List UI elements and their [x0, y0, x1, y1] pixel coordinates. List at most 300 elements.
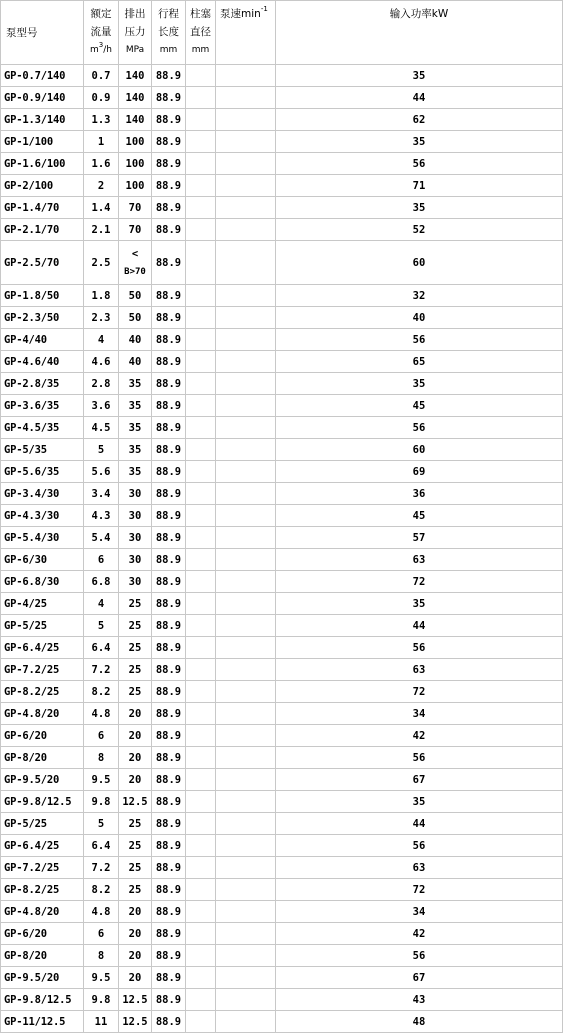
cell-flow: 7.2 — [84, 659, 119, 681]
cell-model: GP-1.6/100 — [1, 153, 84, 175]
cell-power: 56 — [276, 835, 563, 857]
table-row — [1, 197, 563, 219]
cell-power: 65 — [276, 351, 563, 373]
table-row — [1, 241, 563, 285]
header-speed — [216, 1, 276, 65]
table-row — [1, 989, 563, 1011]
cell-speed — [216, 131, 276, 153]
cell-model: GP-5.6/35 — [1, 461, 84, 483]
cell-power: 72 — [276, 879, 563, 901]
cell-flow: 1.6 — [84, 153, 119, 175]
cell-flow: 2.5 — [84, 241, 119, 285]
cell-flow: 1.4 — [84, 197, 119, 219]
cell-flow: 5 — [84, 439, 119, 461]
cell-pressure: 50 — [119, 285, 152, 307]
cell-plunger — [186, 395, 216, 417]
cell-model: GP-4.8/20 — [1, 901, 84, 923]
cell-pressure: 100 — [119, 153, 152, 175]
cell-plunger — [186, 219, 216, 241]
cell-speed — [216, 769, 276, 791]
cell-stroke: 88.9 — [152, 285, 186, 307]
cell-power: 57 — [276, 527, 563, 549]
cell-speed — [216, 505, 276, 527]
cell-power: 56 — [276, 417, 563, 439]
table-row — [1, 835, 563, 857]
header-speed-label: 泵速min — [220, 8, 261, 20]
header-pressure-unit: MPa — [125, 45, 145, 55]
cell-pressure: 20 — [119, 747, 152, 769]
cell-power: 44 — [276, 813, 563, 835]
cell-pressure: 30 — [119, 483, 152, 505]
cell-plunger — [186, 879, 216, 901]
cell-plunger — [186, 505, 216, 527]
cell-model: GP-8/20 — [1, 945, 84, 967]
table-row — [1, 659, 563, 681]
cell-model: GP-9.5/20 — [1, 967, 84, 989]
table-row — [1, 307, 563, 329]
table-row — [1, 483, 563, 505]
cell-plunger — [186, 483, 216, 505]
cell-power: 44 — [276, 615, 563, 637]
header-model-label: 泵型号 — [6, 26, 38, 39]
cell-plunger — [186, 703, 216, 725]
cell-power: 35 — [276, 197, 563, 219]
cell-power: 63 — [276, 549, 563, 571]
table-row — [1, 769, 563, 791]
cell-flow: 7.2 — [84, 857, 119, 879]
table-row — [1, 417, 563, 439]
cell-plunger — [186, 725, 216, 747]
cell-pressure: 20 — [119, 769, 152, 791]
cell-stroke: 88.9 — [152, 923, 186, 945]
cell-power: 35 — [276, 65, 563, 87]
cell-stroke: 88.9 — [152, 197, 186, 219]
cell-model: GP-5/25 — [1, 615, 84, 637]
cell-speed — [216, 813, 276, 835]
cell-pressure: 140 — [119, 87, 152, 109]
cell-power: 34 — [276, 703, 563, 725]
cell-flow: 1.3 — [84, 109, 119, 131]
cell-speed — [216, 241, 276, 285]
cell-flow: 1.8 — [84, 285, 119, 307]
cell-flow: 8 — [84, 747, 119, 769]
cell-model: GP-3.4/30 — [1, 483, 84, 505]
cell-plunger — [186, 769, 216, 791]
cell-flow: 2.1 — [84, 219, 119, 241]
cell-pressure: 35 — [119, 417, 152, 439]
cell-pressure: 25 — [119, 615, 152, 637]
cell-plunger — [186, 461, 216, 483]
cell-flow: 3.6 — [84, 395, 119, 417]
table-row — [1, 571, 563, 593]
cell-model: GP-0.9/140 — [1, 87, 84, 109]
cell-model: GP-4.6/40 — [1, 351, 84, 373]
table-row — [1, 87, 563, 109]
cell-model: GP-6.4/25 — [1, 835, 84, 857]
cell-power: 32 — [276, 285, 563, 307]
cell-power: 56 — [276, 637, 563, 659]
cell-stroke: 88.9 — [152, 879, 186, 901]
cell-model: GP-6/20 — [1, 725, 84, 747]
cell-model: GP-5/35 — [1, 439, 84, 461]
cell-power: 56 — [276, 747, 563, 769]
cell-pressure: 30 — [119, 527, 152, 549]
table-row — [1, 901, 563, 923]
cell-speed — [216, 857, 276, 879]
table-row — [1, 131, 563, 153]
cell-stroke: 88.9 — [152, 615, 186, 637]
cell-flow: 6.4 — [84, 637, 119, 659]
header-flow-unit-sup: 3 — [98, 41, 104, 49]
table-row — [1, 615, 563, 637]
cell-speed — [216, 615, 276, 637]
header-plunger-line1: 柱塞 — [190, 8, 211, 20]
cell-power: 67 — [276, 967, 563, 989]
cell-pressure: 35 — [119, 439, 152, 461]
cell-speed — [216, 329, 276, 351]
cell-model: GP-0.7/140 — [1, 65, 84, 87]
cell-speed — [216, 395, 276, 417]
cell-stroke: 88.9 — [152, 87, 186, 109]
cell-power: 63 — [276, 659, 563, 681]
cell-power: 67 — [276, 769, 563, 791]
cell-flow: 0.9 — [84, 87, 119, 109]
cell-plunger — [186, 967, 216, 989]
cell-model: GP-4.5/35 — [1, 417, 84, 439]
table-row — [1, 395, 563, 417]
cell-model: GP-8.2/25 — [1, 681, 84, 703]
cell-pressure: 35 — [119, 395, 152, 417]
cell-model: GP-5.4/30 — [1, 527, 84, 549]
table-row — [1, 879, 563, 901]
cell-pressure: 70 — [119, 197, 152, 219]
cell-stroke: 88.9 — [152, 593, 186, 615]
table-row — [1, 527, 563, 549]
cell-pressure-bottom: B>70 — [124, 266, 146, 277]
cell-pressure: 25 — [119, 813, 152, 835]
cell-plunger — [186, 351, 216, 373]
cell-stroke: 88.9 — [152, 329, 186, 351]
header-stroke-line2: 长度 — [158, 26, 179, 38]
cell-flow: 4.8 — [84, 703, 119, 725]
cell-power: 36 — [276, 483, 563, 505]
cell-speed — [216, 945, 276, 967]
table-row — [1, 153, 563, 175]
cell-speed — [216, 175, 276, 197]
cell-plunger — [186, 747, 216, 769]
cell-flow: 4.5 — [84, 417, 119, 439]
cell-power: 60 — [276, 241, 563, 285]
cell-plunger — [186, 857, 216, 879]
header-model — [1, 1, 84, 65]
cell-pressure: 20 — [119, 945, 152, 967]
header-row — [1, 1, 563, 65]
cell-model: GP-1.8/50 — [1, 285, 84, 307]
cell-model: GP-2.8/35 — [1, 373, 84, 395]
table-row — [1, 549, 563, 571]
table-row — [1, 681, 563, 703]
cell-power: 72 — [276, 681, 563, 703]
cell-model: GP-3.6/35 — [1, 395, 84, 417]
cell-stroke: 88.9 — [152, 813, 186, 835]
cell-plunger — [186, 109, 216, 131]
cell-speed — [216, 637, 276, 659]
cell-pressure-top: < — [131, 247, 139, 260]
cell-stroke: 88.9 — [152, 153, 186, 175]
cell-power: 71 — [276, 175, 563, 197]
table-row — [1, 65, 563, 87]
cell-plunger — [186, 417, 216, 439]
header-flow-line1: 额定 — [90, 8, 112, 20]
cell-pressure: 25 — [119, 835, 152, 857]
cell-power: 52 — [276, 219, 563, 241]
cell-power: 48 — [276, 1011, 563, 1033]
cell-plunger — [186, 571, 216, 593]
cell-plunger — [186, 835, 216, 857]
cell-speed — [216, 549, 276, 571]
cell-plunger — [186, 791, 216, 813]
header-flow-unit — [84, 41, 118, 59]
cell-power: 35 — [276, 373, 563, 395]
cell-flow: 6 — [84, 725, 119, 747]
cell-power: 45 — [276, 395, 563, 417]
cell-model: GP-6/30 — [1, 549, 84, 571]
cell-speed — [216, 901, 276, 923]
header-stroke-unit: mm — [159, 45, 178, 55]
cell-power: 42 — [276, 725, 563, 747]
cell-speed — [216, 527, 276, 549]
header-plunger — [186, 1, 216, 65]
cell-speed — [216, 307, 276, 329]
cell-power: 56 — [276, 329, 563, 351]
cell-flow: 5 — [84, 813, 119, 835]
cell-speed — [216, 351, 276, 373]
cell-stroke: 88.9 — [152, 747, 186, 769]
table-row — [1, 593, 563, 615]
cell-speed — [216, 725, 276, 747]
cell-model: GP-7.2/25 — [1, 857, 84, 879]
table-row — [1, 791, 563, 813]
cell-flow: 4.3 — [84, 505, 119, 527]
cell-stroke: 88.9 — [152, 637, 186, 659]
cell-pressure: 40 — [119, 329, 152, 351]
cell-speed — [216, 461, 276, 483]
cell-speed — [216, 791, 276, 813]
header-pressure-line1: 排出 — [124, 8, 146, 20]
table-row — [1, 857, 563, 879]
header-flow — [84, 1, 119, 65]
cell-model: GP-9.8/12.5 — [1, 989, 84, 1011]
cell-power: 34 — [276, 901, 563, 923]
cell-flow: 2.3 — [84, 307, 119, 329]
cell-model: GP-11/12.5 — [1, 1011, 84, 1033]
cell-pressure: 100 — [119, 175, 152, 197]
cell-stroke: 88.9 — [152, 681, 186, 703]
cell-pressure: 25 — [119, 659, 152, 681]
cell-stroke: 88.9 — [152, 703, 186, 725]
cell-speed — [216, 747, 276, 769]
cell-flow: 8.2 — [84, 879, 119, 901]
cell-pressure: 140 — [119, 109, 152, 131]
cell-model: GP-4/40 — [1, 329, 84, 351]
cell-speed — [216, 197, 276, 219]
cell-pressure: 30 — [119, 505, 152, 527]
cell-speed — [216, 703, 276, 725]
cell-flow: 9.5 — [84, 769, 119, 791]
cell-pressure: 20 — [119, 923, 152, 945]
cell-flow: 5.4 — [84, 527, 119, 549]
cell-flow: 8.2 — [84, 681, 119, 703]
cell-model: GP-7.2/25 — [1, 659, 84, 681]
cell-speed — [216, 109, 276, 131]
cell-plunger — [186, 549, 216, 571]
cell-plunger — [186, 1011, 216, 1033]
cell-plunger — [186, 285, 216, 307]
cell-pressure: 25 — [119, 879, 152, 901]
table-row — [1, 373, 563, 395]
cell-stroke: 88.9 — [152, 65, 186, 87]
cell-flow: 0.7 — [84, 65, 119, 87]
cell-flow: 9.5 — [84, 967, 119, 989]
table-row — [1, 813, 563, 835]
cell-pressure: 12.5 — [119, 1011, 152, 1033]
cell-stroke: 88.9 — [152, 1011, 186, 1033]
cell-plunger — [186, 527, 216, 549]
cell-pressure: 25 — [119, 681, 152, 703]
table-row — [1, 945, 563, 967]
cell-stroke: 88.9 — [152, 439, 186, 461]
cell-power: 43 — [276, 989, 563, 1011]
cell-speed — [216, 87, 276, 109]
cell-model: GP-2.1/70 — [1, 219, 84, 241]
cell-plunger — [186, 945, 216, 967]
table-row — [1, 285, 563, 307]
cell-stroke: 88.9 — [152, 659, 186, 681]
cell-stroke: 88.9 — [152, 175, 186, 197]
table-row — [1, 351, 563, 373]
cell-stroke: 88.9 — [152, 109, 186, 131]
cell-model: GP-9.8/12.5 — [1, 791, 84, 813]
table-row — [1, 703, 563, 725]
cell-stroke: 88.9 — [152, 527, 186, 549]
cell-model: GP-1/100 — [1, 131, 84, 153]
cell-power: 62 — [276, 109, 563, 131]
cell-flow: 6.4 — [84, 835, 119, 857]
cell-power: 44 — [276, 87, 563, 109]
cell-pressure: 50 — [119, 307, 152, 329]
cell-pressure: 12.5 — [119, 989, 152, 1011]
cell-plunger — [186, 87, 216, 109]
cell-pressure: 140 — [119, 65, 152, 87]
cell-plunger — [186, 813, 216, 835]
cell-speed — [216, 923, 276, 945]
cell-plunger — [186, 681, 216, 703]
cell-flow: 1 — [84, 131, 119, 153]
cell-speed — [216, 219, 276, 241]
cell-flow: 6 — [84, 549, 119, 571]
cell-plunger — [186, 373, 216, 395]
cell-stroke: 88.9 — [152, 505, 186, 527]
cell-flow: 5 — [84, 615, 119, 637]
cell-model: GP-4.3/30 — [1, 505, 84, 527]
header-power — [276, 1, 563, 65]
cell-power: 69 — [276, 461, 563, 483]
cell-power: 35 — [276, 791, 563, 813]
cell-stroke: 88.9 — [152, 571, 186, 593]
cell-stroke: 88.9 — [152, 791, 186, 813]
cell-power: 63 — [276, 857, 563, 879]
cell-pressure: 25 — [119, 637, 152, 659]
cell-stroke: 88.9 — [152, 307, 186, 329]
table-row — [1, 725, 563, 747]
cell-plunger — [186, 241, 216, 285]
cell-pressure: 30 — [119, 549, 152, 571]
cell-plunger — [186, 439, 216, 461]
cell-plunger — [186, 131, 216, 153]
cell-speed — [216, 835, 276, 857]
cell-model: GP-8.2/25 — [1, 879, 84, 901]
header-flow-unit-base: m — [90, 45, 99, 55]
cell-stroke: 88.9 — [152, 857, 186, 879]
cell-flow: 9.8 — [84, 989, 119, 1011]
cell-stroke: 88.9 — [152, 835, 186, 857]
header-flow-line2: 流量 — [90, 26, 112, 38]
table-row — [1, 923, 563, 945]
table-body — [1, 65, 563, 1033]
cell-pressure: 20 — [119, 703, 152, 725]
cell-plunger — [186, 923, 216, 945]
cell-model: GP-6.4/25 — [1, 637, 84, 659]
cell-stroke: 88.9 — [152, 967, 186, 989]
header-power-label: 输入功率kW — [389, 8, 449, 20]
cell-model: GP-1.4/70 — [1, 197, 84, 219]
cell-speed — [216, 571, 276, 593]
cell-pressure: 35 — [119, 373, 152, 395]
header-flow-unit-tail: /h — [103, 45, 112, 55]
cell-stroke: 88.9 — [152, 989, 186, 1011]
cell-power: 40 — [276, 307, 563, 329]
cell-speed — [216, 153, 276, 175]
cell-pressure: 20 — [119, 725, 152, 747]
cell-power: 42 — [276, 923, 563, 945]
cell-plunger — [186, 175, 216, 197]
cell-plunger — [186, 65, 216, 87]
cell-speed — [216, 681, 276, 703]
cell-plunger — [186, 637, 216, 659]
cell-model: GP-6/20 — [1, 923, 84, 945]
table-row — [1, 747, 563, 769]
cell-stroke: 88.9 — [152, 373, 186, 395]
cell-model: GP-1.3/140 — [1, 109, 84, 131]
cell-stroke: 88.9 — [152, 725, 186, 747]
cell-pressure: 35 — [119, 461, 152, 483]
cell-power: 72 — [276, 571, 563, 593]
header-speed-sup: -1 — [260, 5, 268, 13]
cell-plunger — [186, 989, 216, 1011]
cell-flow: 4.8 — [84, 901, 119, 923]
cell-pressure: 25 — [119, 857, 152, 879]
cell-plunger — [186, 307, 216, 329]
cell-pressure: 20 — [119, 967, 152, 989]
table-row — [1, 175, 563, 197]
cell-stroke: 88.9 — [152, 395, 186, 417]
cell-speed — [216, 483, 276, 505]
cell-speed — [216, 967, 276, 989]
cell-stroke: 88.9 — [152, 549, 186, 571]
cell-pressure: 30 — [119, 571, 152, 593]
cell-pressure — [119, 241, 152, 285]
cell-model: GP-9.5/20 — [1, 769, 84, 791]
